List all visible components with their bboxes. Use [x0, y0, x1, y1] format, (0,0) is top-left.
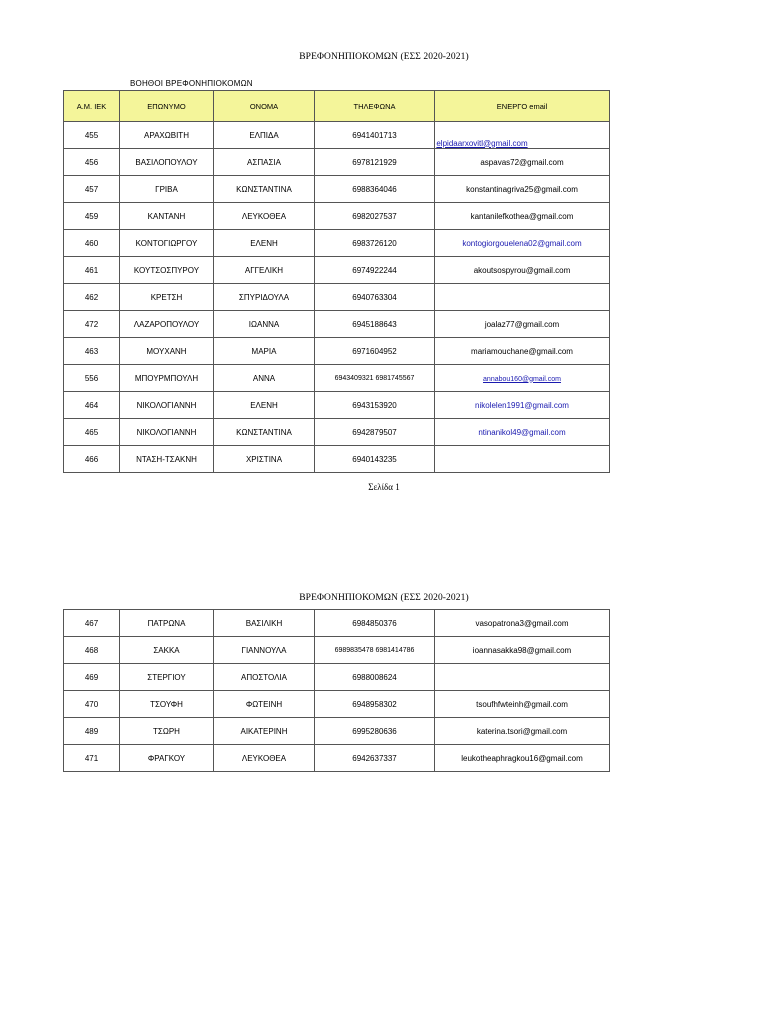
cell-phone: 6984850376 — [315, 610, 435, 637]
cell-email — [435, 122, 610, 149]
cell-am: 455 — [64, 122, 120, 149]
email-text[interactable]: kontogiorgouelena02@gmail.com — [462, 238, 582, 248]
table-row — [64, 392, 610, 419]
cell-email — [435, 149, 610, 176]
cell-email — [435, 203, 610, 230]
cell-email — [435, 176, 610, 203]
email-text[interactable]: nikolelen1991@gmail.com — [475, 400, 569, 410]
email-text: aspavas72@gmail.com — [480, 157, 564, 167]
cell-name: ΦΩΤΕΙΝΗ — [214, 691, 315, 718]
cell-surname: ΛΑΖΑΡΟΠΟΥΛΟΥ — [120, 311, 214, 338]
cell-name: ΓΙΑΝΝΟΥΛΑ — [214, 637, 315, 664]
cell-phone: 6943153920 — [315, 392, 435, 419]
email-text: konstantinagriva25@gmail.com — [466, 184, 578, 194]
table-row — [64, 284, 610, 311]
cell-surname: ΝΤΑΣΗ-ΤΣΑΚΝΗ — [120, 446, 214, 473]
cell-name: ΧΡΙΣΤΙΝΑ — [214, 446, 315, 473]
header-phones: ΤΗΛΕΦΩΝΑ — [315, 91, 435, 122]
table-row — [64, 365, 610, 392]
students-table-page-1 — [63, 90, 610, 473]
cell-email — [435, 284, 610, 311]
cell-name: ΕΛΕΝΗ — [214, 392, 315, 419]
cell-email — [435, 691, 610, 718]
cell-phone: 6988364046 — [315, 176, 435, 203]
table-row — [64, 257, 610, 284]
cell-name: ΑΣΠΑΣΙΑ — [214, 149, 315, 176]
cell-surname: ΣΑΚΚΑ — [120, 637, 214, 664]
cell-phone: 6988008624 — [315, 664, 435, 691]
cell-name: ΛΕΥΚΟΘΕΑ — [214, 203, 315, 230]
table-row — [64, 149, 610, 176]
cell-name: ΛΕΥΚΟΘΕΑ — [214, 745, 315, 772]
cell-surname: ΚΟΝΤΟΓΙΩΡΓΟΥ — [120, 230, 214, 257]
cell-am: 464 — [64, 392, 120, 419]
cell-email — [435, 446, 610, 473]
cell-am: 461 — [64, 257, 120, 284]
table-body — [64, 122, 610, 473]
cell-phone: 6974922244 — [315, 257, 435, 284]
cell-email — [435, 718, 610, 745]
table-row — [64, 311, 610, 338]
cell-surname: ΚΡΕΤΣΗ — [120, 284, 214, 311]
cell-email — [435, 311, 610, 338]
cell-surname: ΣΤΕΡΓΙΟΥ — [120, 664, 214, 691]
table-header-row — [64, 91, 610, 122]
cell-surname: ΤΣΟΥΦΗ — [120, 691, 214, 718]
cell-surname: ΦΡΑΓΚΟΥ — [120, 745, 214, 772]
cell-am: 470 — [64, 691, 120, 718]
cell-name: ΑΝΝΑ — [214, 365, 315, 392]
cell-am: 469 — [64, 664, 120, 691]
email-text[interactable]: elpidaarxovitl@gmail.com — [436, 138, 528, 148]
cell-surname: ΜΟΥΧΑΝΗ — [120, 338, 214, 365]
cell-am: 466 — [64, 446, 120, 473]
cell-name: ΣΠΥΡΙΔΟΥΛΑ — [214, 284, 315, 311]
cell-name: ΜΑΡΙΑ — [214, 338, 315, 365]
cell-am: 489 — [64, 718, 120, 745]
cell-phone: 6948958302 — [315, 691, 435, 718]
cell-am: 472 — [64, 311, 120, 338]
email-text[interactable]: ntinanikol49@gmail.com — [478, 427, 566, 437]
page-2-title: ΒΡΕΦΟΝΗΠΙΟΚΟΜΩΝ (ΕΣΣ 2020-2021) — [299, 593, 469, 603]
table-row — [64, 718, 610, 745]
table-row — [64, 176, 610, 203]
cell-surname: ΚΟΥΤΣΟΣΠΥΡΟΥ — [120, 257, 214, 284]
table-row — [64, 230, 610, 257]
header-am: Α.Μ. ΙΕΚ — [64, 91, 120, 122]
email-text: ioannasakka98@gmail.com — [472, 645, 572, 655]
header-name: ΟΝΟΜΑ — [214, 91, 315, 122]
cell-am: 459 — [64, 203, 120, 230]
table-row — [64, 691, 610, 718]
cell-phone: 6940763304 — [315, 284, 435, 311]
cell-email — [435, 745, 610, 772]
cell-am: 465 — [64, 419, 120, 446]
cell-phone: 6982027537 — [315, 203, 435, 230]
cell-email — [435, 230, 610, 257]
cell-surname: ΤΣΩΡΗ — [120, 718, 214, 745]
header-surname: ΕΠΩΝΥΜΟ — [120, 91, 214, 122]
table-body — [64, 610, 610, 772]
cell-surname: ΠΑΤΡΩΝΑ — [120, 610, 214, 637]
cell-surname: ΓΡΙΒΑ — [120, 176, 214, 203]
cell-am: 462 — [64, 284, 120, 311]
email-text: katerina.tsori@gmail.com — [476, 726, 568, 736]
cell-phone: 6971604952 — [315, 338, 435, 365]
cell-surname: ΝΙΚΟΛΟΓΙΑΝΝΗ — [120, 419, 214, 446]
page-1-title: ΒΡΕΦΟΝΗΠΙΟΚΟΜΩΝ (ΕΣΣ 2020-2021) — [299, 52, 469, 62]
cell-phone: 6942637337 — [315, 745, 435, 772]
cell-name: ΑΓΓΕΛΙΚΗ — [214, 257, 315, 284]
cell-am: 556 — [64, 365, 120, 392]
cell-surname: ΜΠΟΥΡΜΠΟΥΛΗ — [120, 365, 214, 392]
cell-phone: 6978121929 — [315, 149, 435, 176]
cell-email — [435, 365, 610, 392]
table-row — [64, 203, 610, 230]
cell-phone: 6995280636 — [315, 718, 435, 745]
cell-am: 463 — [64, 338, 120, 365]
cell-email — [435, 257, 610, 284]
cell-email — [435, 419, 610, 446]
cell-name: ΑΠΟΣΤΟΛΙΑ — [214, 664, 315, 691]
table-row — [64, 122, 610, 149]
table-row — [64, 664, 610, 691]
table-row — [64, 610, 610, 637]
cell-am: 468 — [64, 637, 120, 664]
cell-phone: 6983726120 — [315, 230, 435, 257]
cell-am: 460 — [64, 230, 120, 257]
email-text: mariamouchane@gmail.com — [471, 346, 573, 356]
cell-email — [435, 637, 610, 664]
cell-email — [435, 610, 610, 637]
cell-email — [435, 664, 610, 691]
cell-surname: ΚΑΝΤΑΝΗ — [120, 203, 214, 230]
table-row — [64, 419, 610, 446]
cell-phone: 6943409321 6981745567 — [315, 365, 435, 392]
cell-name: ΚΩΝΣΤΑΝΤΙΝΑ — [214, 419, 315, 446]
cell-phone: 6942879507 — [315, 419, 435, 446]
email-text: akoutsospyrou@gmail.com — [473, 265, 571, 275]
page-label: Σελίδα 1 — [368, 482, 400, 492]
cell-am: 457 — [64, 176, 120, 203]
cell-phone: 6945188643 — [315, 311, 435, 338]
cell-am: 467 — [64, 610, 120, 637]
cell-phone: 6989835478 6981414786 — [315, 637, 435, 664]
cell-name: ΚΩΝΣΤΑΝΤΙΝΑ — [214, 176, 315, 203]
email-text: vasopatrona3@gmail.com — [475, 618, 569, 628]
cell-name: ΒΑΣΙΛΙΚΗ — [214, 610, 315, 637]
section-subtitle: ΒΟΗΘΟΙ ΒΡΕΦΟΝΗΠΙΟΚΟΜΩΝ — [130, 79, 253, 88]
cell-phone: 6940143235 — [315, 446, 435, 473]
cell-surname: ΝΙΚΟΛΟΓΙΑΝΝΗ — [120, 392, 214, 419]
email-text: tsoufhfwteinh@gmail.com — [476, 699, 568, 709]
table-row — [64, 338, 610, 365]
table-row — [64, 446, 610, 473]
cell-surname: ΒΑΣΙΛΟΠΟΥΛΟΥ — [120, 149, 214, 176]
header-email: ΕΝΕΡΓΟ email — [435, 91, 610, 122]
email-text: leukotheaphragkou16@gmail.com — [461, 753, 583, 763]
cell-email — [435, 338, 610, 365]
cell-name: ΕΛΠΙΔΑ — [214, 122, 315, 149]
table-row — [64, 745, 610, 772]
cell-name: ΕΛΕΝΗ — [214, 230, 315, 257]
email-text[interactable]: annabou160@gmail.com — [483, 375, 561, 383]
cell-name: ΑΙΚΑΤΕΡΙΝΗ — [214, 718, 315, 745]
cell-am: 471 — [64, 745, 120, 772]
students-table-page-2 — [63, 609, 610, 772]
cell-phone: 6941401713 — [315, 122, 435, 149]
cell-name: ΙΩΑΝΝΑ — [214, 311, 315, 338]
email-text: joalaz77@gmail.com — [484, 319, 560, 329]
cell-surname: ΑΡΑΧΩΒΙΤΗ — [120, 122, 214, 149]
cell-email — [435, 392, 610, 419]
cell-am: 456 — [64, 149, 120, 176]
email-text: kantanilefkothea@gmail.com — [470, 211, 574, 221]
table-row — [64, 637, 610, 664]
